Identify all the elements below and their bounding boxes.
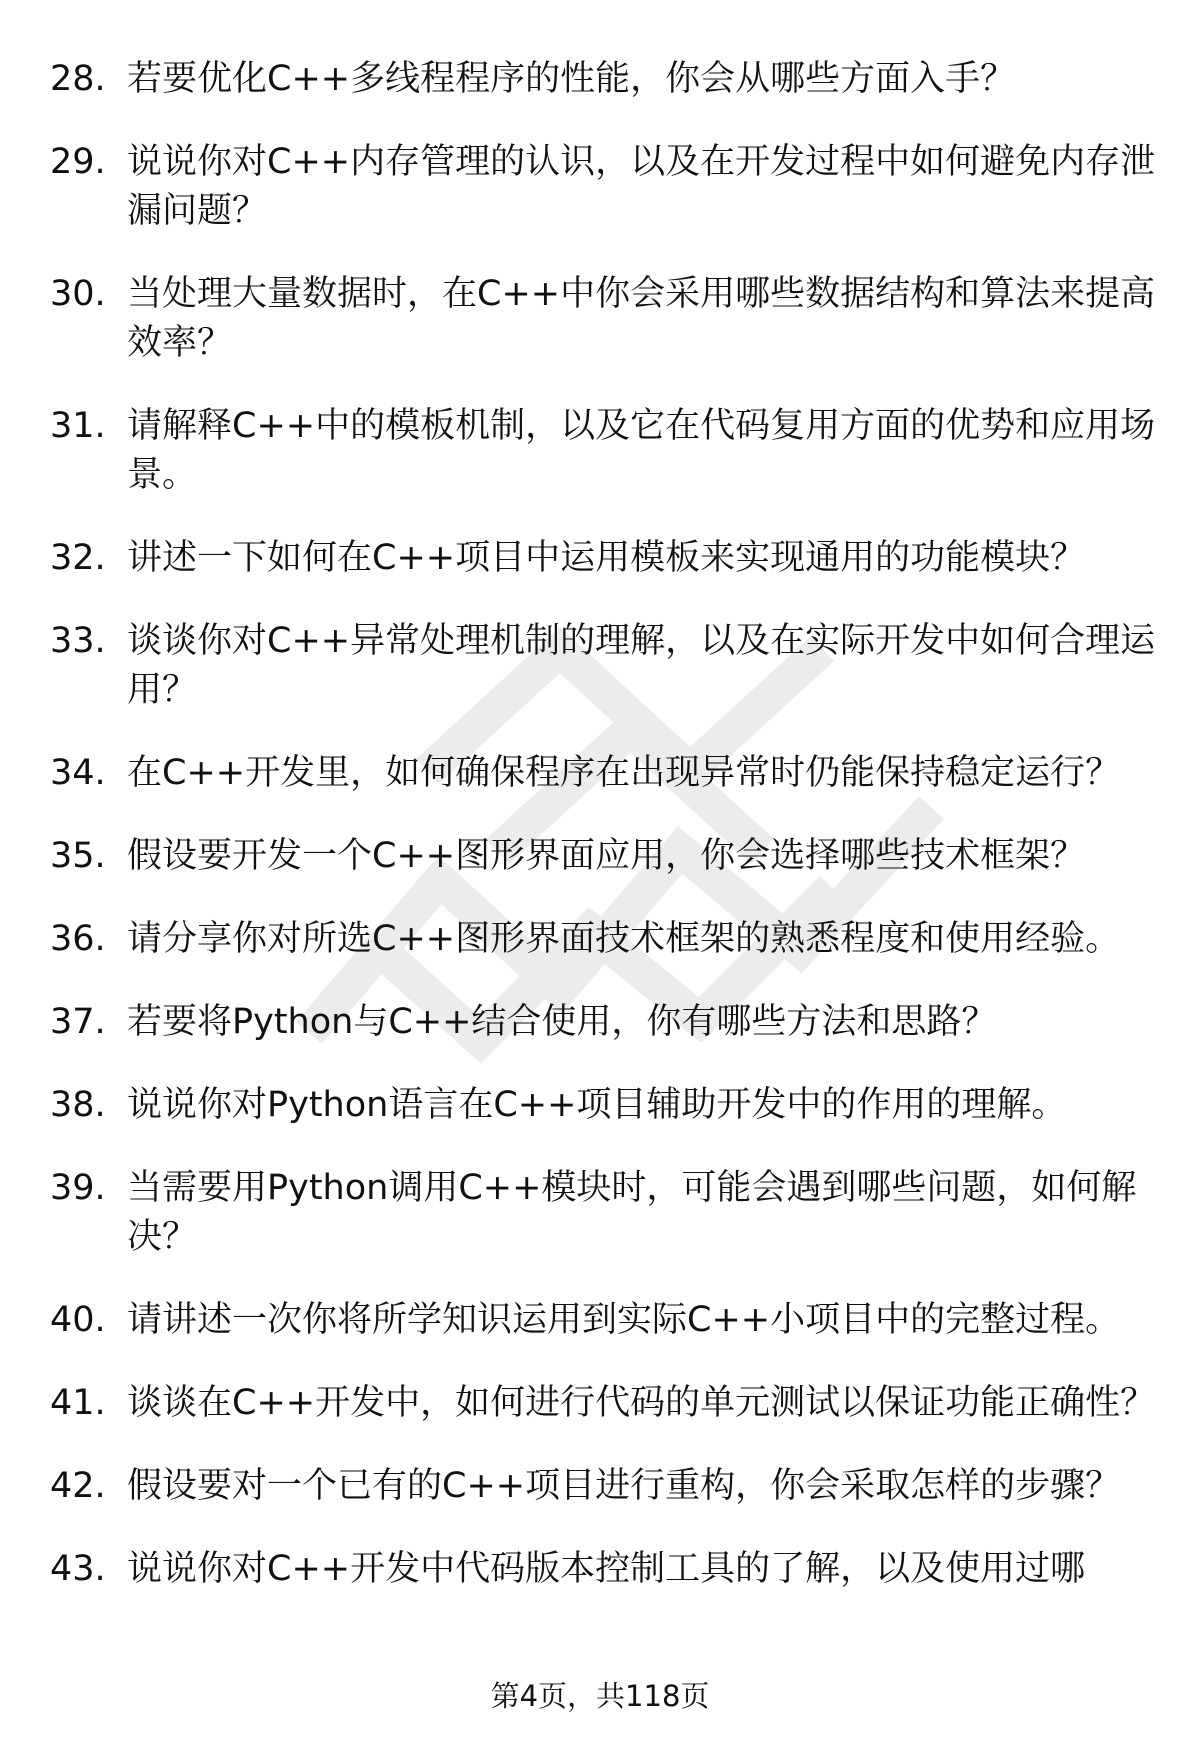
question-number: 41. — [50, 1383, 106, 1423]
question-item — [50, 749, 1160, 798]
question-number: 36. — [50, 919, 106, 959]
question-item — [50, 55, 1160, 104]
question-item — [50, 1379, 1160, 1428]
question-item — [50, 998, 1160, 1047]
question-text: 在C++开发里，如何确保程序在出现异常时仍能保持稳定运行？ — [127, 753, 1121, 793]
question-text: 当处理大量数据时，在C++中你会采用哪些数据结构和算法来提高效率？ — [127, 274, 1156, 363]
question-text: 假设要开发一个C++图形界面应用，你会选择哪些技术框架？ — [127, 836, 1086, 876]
question-number: 37. — [50, 1002, 106, 1042]
question-text: 说说你对Python语言在C++项目辅助开发中的作用的理解。 — [127, 1085, 1067, 1125]
question-number: 39. — [50, 1168, 106, 1208]
question-list — [50, 55, 1160, 1628]
question-number: 38. — [50, 1085, 106, 1125]
question-number: 34. — [50, 753, 106, 793]
question-number: 33. — [50, 621, 106, 661]
question-text: 当需要用Python调用C++模块时，可能会遇到哪些问题，如何解决？ — [127, 1168, 1137, 1257]
question-number: 28. — [50, 59, 106, 99]
question-number: 30. — [50, 274, 106, 314]
question-text: 讲述一下如何在C++项目中运用模板来实现通用的功能模块？ — [127, 538, 1086, 578]
question-text: 谈谈在C++开发中，如何进行代码的单元测试以保证功能正确性？ — [127, 1383, 1156, 1423]
question-item — [50, 1296, 1160, 1345]
question-item — [50, 1081, 1160, 1130]
question-item — [50, 270, 1160, 368]
question-item — [50, 402, 1160, 500]
question-text: 说说你对C++内存管理的认识，以及在开发过程中如何避免内存泄漏问题？ — [127, 142, 1156, 231]
question-item — [50, 1164, 1160, 1262]
question-item — [50, 1545, 1160, 1594]
question-text: 请讲述一次你将所学知识运用到实际C++小项目中的完整过程。 — [127, 1300, 1121, 1340]
question-text: 请解释C++中的模板机制，以及它在代码复用方面的优势和应用场景。 — [127, 406, 1156, 495]
question-text: 说说你对C++开发中代码版本控制工具的了解，以及使用过哪 — [127, 1549, 1086, 1589]
question-text: 若要优化C++多线程程序的性能，你会从哪些方面入手？ — [127, 59, 1016, 99]
question-item — [50, 138, 1160, 236]
page-number-footer: 第4页，共118页 — [490, 1679, 710, 1713]
question-item — [50, 915, 1160, 964]
question-item — [50, 1462, 1160, 1511]
question-number: 40. — [50, 1300, 106, 1340]
question-number: 29. — [50, 142, 106, 182]
question-number: 43. — [50, 1549, 106, 1589]
question-item — [50, 534, 1160, 583]
question-text: 谈谈你对C++异常处理机制的理解，以及在实际开发中如何合理运用？ — [127, 621, 1156, 710]
question-text: 若要将Python与C++结合使用，你有哪些方法和思路？ — [127, 1002, 997, 1042]
question-number: 35. — [50, 836, 106, 876]
question-item — [50, 617, 1160, 715]
question-item — [50, 832, 1160, 881]
question-text: 假设要对一个已有的C++项目进行重构，你会采取怎样的步骤？ — [127, 1466, 1121, 1506]
question-text: 请分享你对所选C++图形界面技术框架的熟悉程度和使用经验。 — [127, 919, 1121, 959]
question-number: 31. — [50, 406, 106, 446]
question-number: 42. — [50, 1466, 106, 1506]
question-number: 32. — [50, 538, 106, 578]
